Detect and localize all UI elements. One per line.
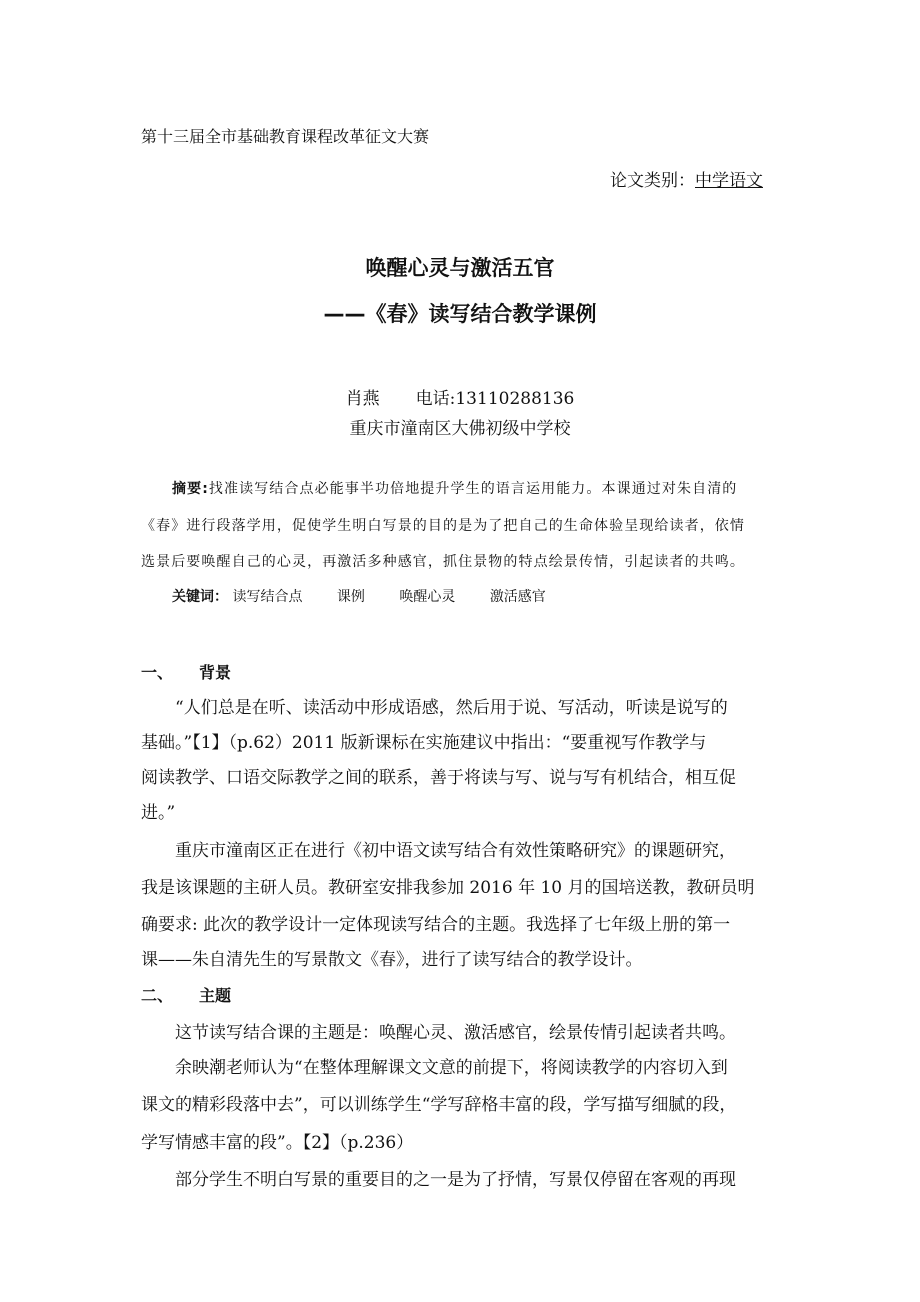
body-line: 基础。”【1】（p.62）2011 版新课标在实施建议中指出：“要重视写作教学与	[141, 733, 707, 753]
body-line: 确要求: 此次的教学设计一定体现读写结合的主题。我选择了七年级上册的第一	[141, 915, 731, 935]
section-heading-background	[141, 660, 231, 683]
paper-title: 唤醒心灵与激活五官	[365, 256, 555, 280]
paper-subtitle: ——《春》读写结合教学课例	[323, 302, 597, 326]
abstract-label: 摘要:	[172, 481, 209, 497]
section-number: 二、	[141, 986, 174, 1005]
body-line: 进。”	[141, 803, 176, 823]
body-line: 课——朱自清先生的写景散文《春》，进行了读写结合的教学设计。	[141, 950, 643, 970]
body-line: 我是该课题的主研人员。教研室安排我参加 2016 年 10 月的国培送教，教研员明	[141, 878, 755, 898]
author-school: 重庆市潼南区大佛初级中学校	[349, 419, 571, 439]
author-phone: 电话:13110288136	[415, 389, 575, 409]
section-title: 背景	[199, 663, 232, 682]
abstract-line-3: 选景后要唤醒自己的心灵，再激活多种感官，抓住景物的特点绘景传情，引起读者的共鸣。	[141, 554, 745, 570]
keywords	[172, 586, 576, 606]
body-line: 课文的精彩段落中去”，可以训练学生“学写辞格丰富的段，学写描写细腻的段，	[141, 1095, 737, 1115]
competition-heading: 第十三届全市基础教育课程改革征文大赛	[141, 127, 430, 146]
abstract-text-1: 找准读写结合点必能事半功倍地提升学生的语言运用能力。本课通过对朱自清的	[208, 481, 738, 497]
paper-category	[610, 166, 763, 191]
author-line	[0, 384, 920, 409]
body-line: 阅读教学、口语交际教学之间的联系，善于将读与写、说与写有机结合，相互促	[141, 768, 736, 788]
keyword-item: 课例	[336, 589, 365, 605]
author-name: 肖燕	[345, 389, 380, 409]
category-label: 论文类别：	[610, 171, 695, 191]
keyword-item: 激活感官	[489, 589, 546, 605]
keyword-item: 读写结合点	[232, 589, 303, 605]
section-title: 主题	[199, 986, 232, 1005]
abstract-line-1	[172, 478, 737, 498]
body-line: 这节读写结合课的主题是：唤醒心灵、激活感官，绘景传情引起读者共鸣。	[175, 1023, 736, 1043]
abstract-line-2: 《春》进行段落学用，促使学生明白写景的目的是为了把自己的生命体验呈现给读者，依情	[141, 518, 745, 534]
section-heading-theme	[141, 983, 231, 1006]
category-value: 中学语文	[695, 171, 763, 191]
section-number: 一、	[141, 663, 174, 682]
keyword-item: 唤醒心灵	[399, 589, 456, 605]
body-line: 学写情感丰富的段”。【2】（p.236）	[141, 1133, 414, 1153]
body-line: “人们总是在听、读活动中形成语感，然后用于说、写活动，听读是说写的	[175, 698, 728, 718]
body-line: 部分学生不明白写景的重要目的之一是为了抒情，写景仅停留在客观的再现	[175, 1170, 736, 1190]
keywords-label: 关键词：	[172, 589, 228, 605]
body-line: 重庆市潼南区正在进行《初中语文读写结合有效性策略研究》的课题研究，	[175, 841, 736, 861]
body-line: 余映潮老师认为“在整体理解课文文意的前提下，将阅读教学的内容切入到	[175, 1058, 728, 1078]
